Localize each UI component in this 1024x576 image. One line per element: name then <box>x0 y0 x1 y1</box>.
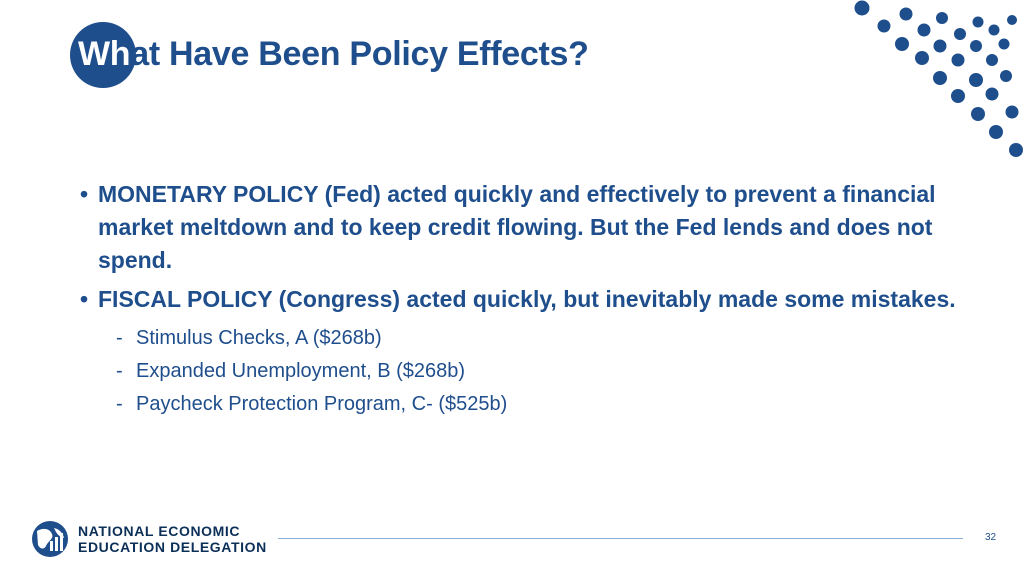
logo-line-2: EDUCATION DELEGATION <box>78 539 267 555</box>
logo-text <box>78 523 267 555</box>
dot-pattern-icon <box>840 0 1024 170</box>
logo-line-1: NATIONAL ECONOMIC <box>78 523 241 539</box>
title-lead: Wh <box>78 35 131 73</box>
globe-logo-icon <box>30 519 70 559</box>
sub-item-stimulus-checks: - Stimulus Checks, A ($268b) <box>116 322 960 355</box>
bullet-monetary-policy: • MONETARY POLICY (Fed) acted quickly and effectively to prevent a financial market meltdown and to keep credit flowing. But the Fed lends and does not spend. <box>80 178 960 277</box>
organization-logo <box>30 519 280 559</box>
page-title <box>78 30 589 78</box>
sub-item-paycheck-protection: - Paycheck Protection Program, C- ($525b) <box>116 388 960 421</box>
fiscal-sub-list <box>116 322 960 421</box>
slide-body <box>80 178 960 421</box>
bullet-fiscal-policy: • FISCAL POLICY (Congress) acted quickly, but inevitably made some mistakes. <box>80 283 960 316</box>
page-number: 32 <box>985 532 997 543</box>
footer-divider <box>278 538 963 539</box>
title-rest: at Have Been Policy Effects? <box>130 35 589 73</box>
sub-item-expanded-unemployment: - Expanded Unemployment, B ($268b) <box>116 355 960 388</box>
